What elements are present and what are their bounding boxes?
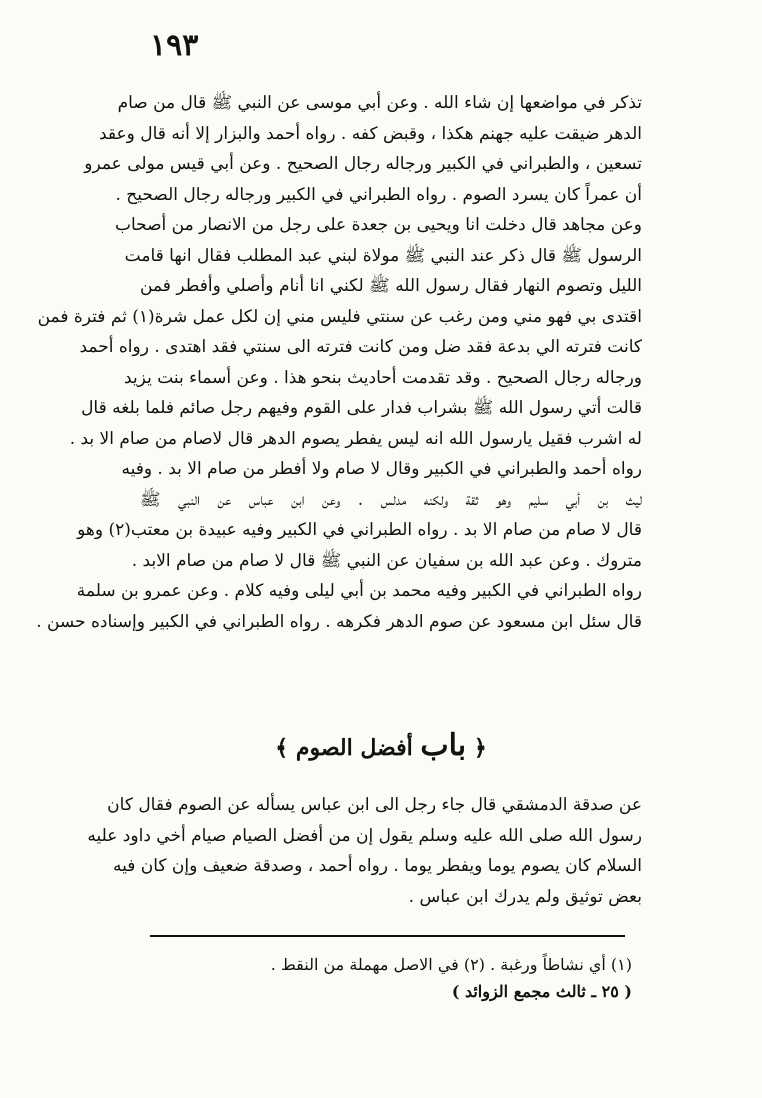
text-line: كانت فترته الي بدعة فقد ضل ومن كانت فترته الى سنتي فقد اهتدى . رواه أحمد (79, 337, 642, 357)
text-line: تسعين ، والطبراني في الكبير ورجاله رجال الصحيح . وعن أبي قيس مولى عمرو (84, 154, 642, 174)
text-line: تذكر في مواضعها إن شاء الله . وعن أبي موسى عن النبي ﷺ قال من صام (117, 93, 642, 113)
heading-bracket-close: ﴾ (275, 735, 289, 761)
text-line: رسول الله صلى الله عليه وسلم يقول إن من أفضل الصيام صيام أخي داود عليه (87, 825, 642, 846)
signature-mark: ( ٢٥ ـ ثالث مجمع الزوائد ) (451, 982, 632, 1001)
text-line: قال سئل ابن مسعود عن صوم الدهر فكرهه . رواه الطبراني في الكبير وإسناده حسن . (36, 611, 642, 632)
text-line: ورجاله رجال الصحيح . وقد تقدمت أحاديث بنحو هذا . وعن أسماء بنت يزيد (124, 367, 642, 388)
heading-bracket-open: ﴿ (473, 735, 487, 761)
text-line: رواه أحمد والطبراني في الكبير وقال لا صام ولا أفطر من صام الا بد . وفيه (121, 459, 642, 479)
text-line: له اشرب فقيل يارسول الله انه ليس يفطر يصوم الدهر قال لاصام من صام الا بد . (69, 428, 642, 449)
text-line: وعن مجاهد قال دخلت انا ويحيى بن جعدة على رجل من الانصار من أصحاب (114, 215, 642, 235)
text-line: الرسول ﷺ قال ذكر عند النبي ﷺ مولاة لبني عبد المطلب فقال انها قامت (124, 245, 642, 266)
heading-bab: باب (420, 728, 467, 763)
footnote-divider (150, 935, 625, 937)
heading-title: أفضل الصوم (295, 735, 413, 761)
page-number: ١٩٣ (150, 28, 199, 63)
text-line: السلام كان يصوم يوما ويفطر يوما . رواه أحمد ، وصدقة ضعيف وإن كان فيه (112, 856, 642, 876)
text-line: الدهر ضيقت عليه جهنم هكذا ، وقبض كفه . رواه أحمد والبزار إلا أنه قال وعقد (99, 123, 642, 144)
text-line: بعض توثيق ولم يدرك ابن عباس . (408, 886, 642, 907)
text-line: اقتدى بي فهو مني ومن رغب عن سنتي فليس مني إن لكل عمل شرة(١) ثم فترة فمن (37, 306, 642, 327)
footnotes: (١) أي نشاطاً ورغبة . (٢) في الاصل مهملة من النقط . (270, 955, 632, 974)
text-line: رواه الطبراني في الكبير وفيه محمد بن أبي ليلى وفيه كلام . وعن عمرو بن سلمة (76, 581, 642, 601)
text-line: أن عمراً كان يسرد الصوم . رواه الطبراني في الكبير ورجاله رجال الصحيح . (115, 184, 642, 205)
main-text (36, 88, 642, 637)
text-line: متروك . وعن عبد الله بن سفيان عن النبي ﷺ قال لا صام من صام الابد . (131, 550, 642, 571)
section-heading (0, 728, 762, 763)
text-line: قال لا صام من صام الا بد . رواه الطبراني في الكبير وفيه عبيدة بن معتب(٢) وهو (77, 520, 642, 540)
text-line: الليل وتصوم النهار فقال رسول الله ﷺ لكني انا أنام وأصلي وأفطر فمن (140, 276, 642, 296)
section-text (87, 790, 642, 912)
text-line: عن صدقة الدمشقي قال جاء رجل الى ابن عباس يسأله عن الصوم فقال كان (107, 795, 642, 815)
text-line: قالت أتي رسول الله ﷺ بشراب فدار على القوم وفيهم رجل صائم فلما بلغه قال (81, 398, 642, 418)
text-line: ليث بن أبي سليم وهو ثقة ولكنه مدلس . وعن ابن عباس عن النبي ﷺ (140, 489, 642, 510)
